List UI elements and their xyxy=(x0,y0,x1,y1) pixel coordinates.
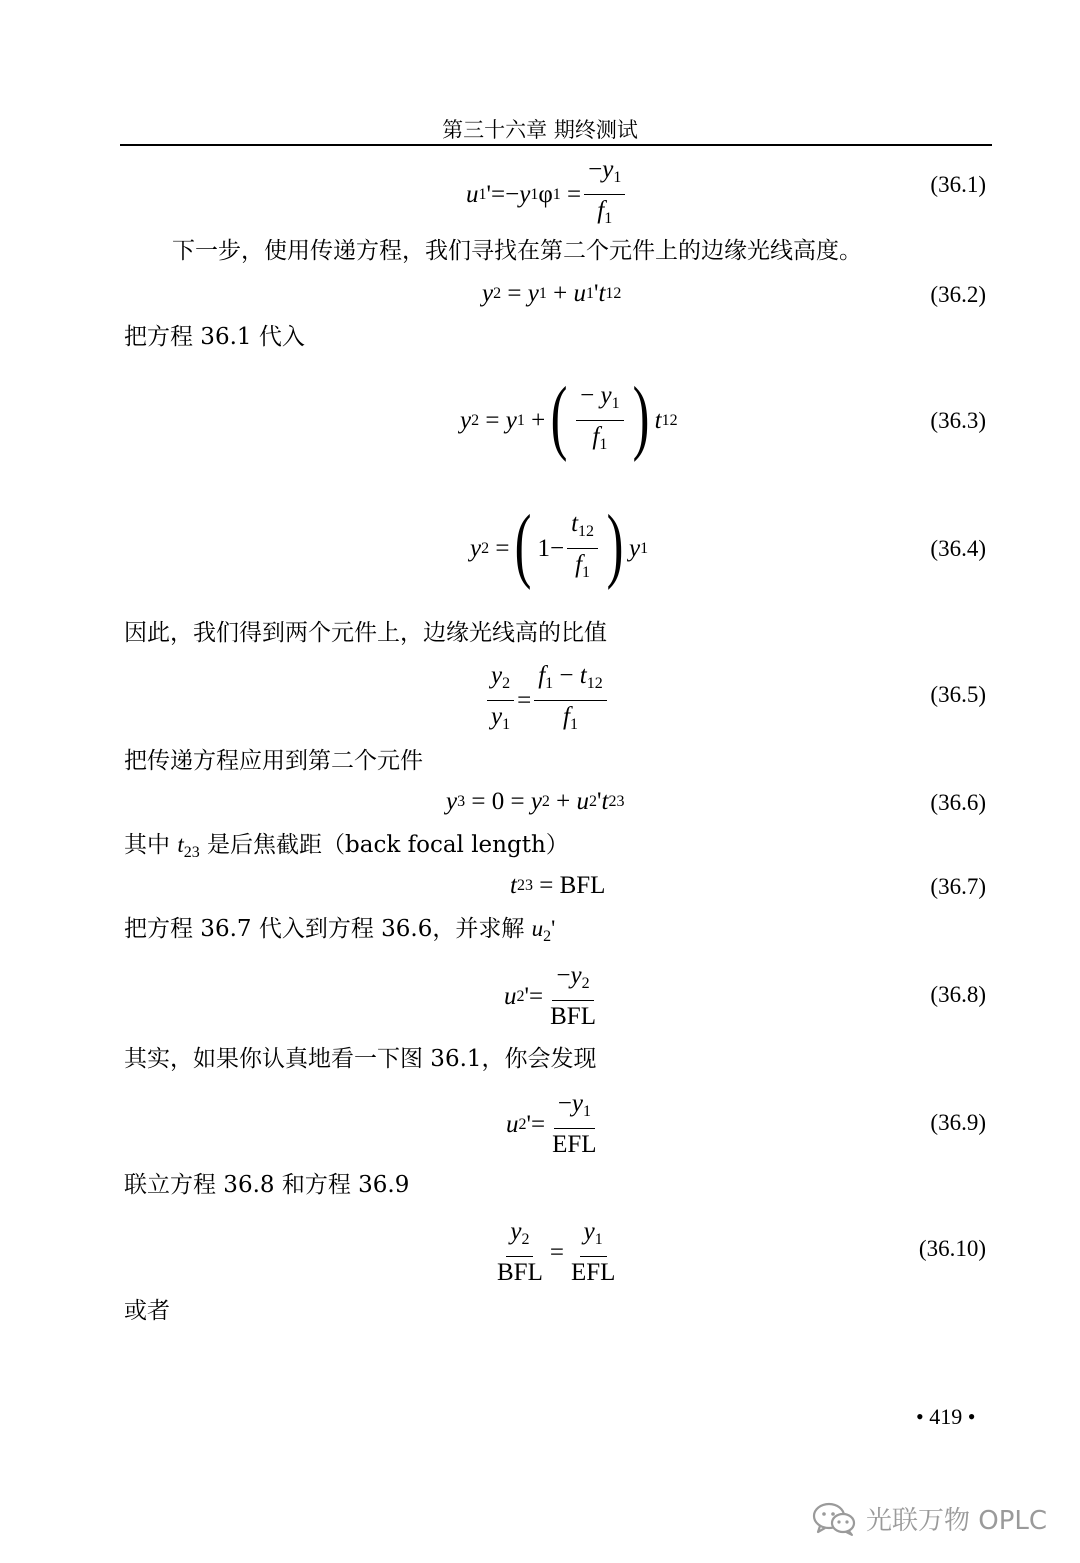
inline-math: $u_2'$ xyxy=(531,916,556,945)
bfl-term: BFL xyxy=(550,1003,596,1030)
equation-36-6: y 3 = 0 = y 2 + u 2 ' t 23 xyxy=(446,788,625,815)
paragraph-text-after: 是后焦截距（back focal length） xyxy=(199,832,569,858)
efl-term: EFL xyxy=(552,1131,597,1158)
equation-36-1: u 1 '=− y 1 φ 1 = $\frac{-y_1}{f_1}$ xyxy=(466,156,628,233)
watermark xyxy=(812,1500,1047,1537)
equation-number: (36.2) xyxy=(930,282,986,307)
paragraph-text-main: 把方程 36.7 代入到方程 36.6，并求解 xyxy=(124,916,532,942)
equation-36-2: y 2 = y 1 + u 1 ' t 12 xyxy=(482,280,622,307)
equation-number: (36.4) xyxy=(930,536,986,561)
paragraph-text xyxy=(124,830,569,868)
equation-number: (36.8) xyxy=(930,982,986,1007)
equation-number: (36.9) xyxy=(930,1110,986,1135)
header-rule xyxy=(120,144,992,146)
efl-term: EFL xyxy=(570,1259,616,1286)
equation-36-8: u 2 '= $\frac{-y_2}{\text{BFL}}$ xyxy=(504,962,603,1031)
paragraph-text xyxy=(124,914,555,952)
equation-number: (36.1) xyxy=(930,172,986,197)
paragraph-text: 把传递方程应用到第二个元件 xyxy=(124,748,423,774)
bfl-term: BFL xyxy=(497,1259,543,1286)
page-number: • 419 • xyxy=(916,1404,976,1429)
equation-number: (36.10) xyxy=(918,1236,986,1261)
bfl-term: BFL xyxy=(559,872,606,899)
paragraph-text: 其实，如果你认真地看一下图 36.1，你会发现 xyxy=(124,1046,597,1072)
equation-number: (36.3) xyxy=(930,408,986,433)
watermark-text: 光联万物 OPLC xyxy=(866,1506,1048,1536)
paragraph-text: 联立方程 36.8 和方程 36.9 xyxy=(124,1172,410,1198)
paragraph-text: 因此，我们得到两个元件上，边缘光线高的比值 xyxy=(124,620,607,646)
equation-36-4: y 2 = ( 1− $\frac{t_{12}}{f_1}$ ) y 1 xyxy=(470,497,649,591)
equation-36-7: t 23 = BFL xyxy=(510,872,606,899)
equation-number: (36.5) xyxy=(930,682,986,707)
paragraph-text-before: 其中 xyxy=(124,832,178,858)
equation-36-9: u 2 '= $\frac{-y_1}{\text{EFL}}$ xyxy=(506,1090,604,1159)
wechat-icon xyxy=(812,1501,858,1537)
paragraph-text: 下一步，使用传递方程，我们寻找在第二个元件上的边缘光线高度。 xyxy=(172,238,862,264)
equation-36-5: $\frac{y_2}{y_1}$ = $\frac{f_1 - t_{12}}{f_1}$ xyxy=(484,662,610,739)
equation-36-3: y 2 = y 1 + ( $\frac{- y_1}{f_1}$ ) t 12 xyxy=(460,369,678,463)
inline-math: $t_{23}$ xyxy=(177,832,200,861)
paragraph-text: 把方程 36.1 代入 xyxy=(124,324,305,350)
paragraph-text: 或者 xyxy=(124,1298,170,1324)
equation-36-10: $\frac{y_2}{\text{BFL}}$ = $\frac{y_1}{\text{EFL}}$ xyxy=(490,1218,622,1287)
chapter-header: 第三十六章 期终测试 xyxy=(442,118,638,142)
equation-number: (36.6) xyxy=(930,790,986,815)
equation-number: (36.7) xyxy=(930,874,986,899)
